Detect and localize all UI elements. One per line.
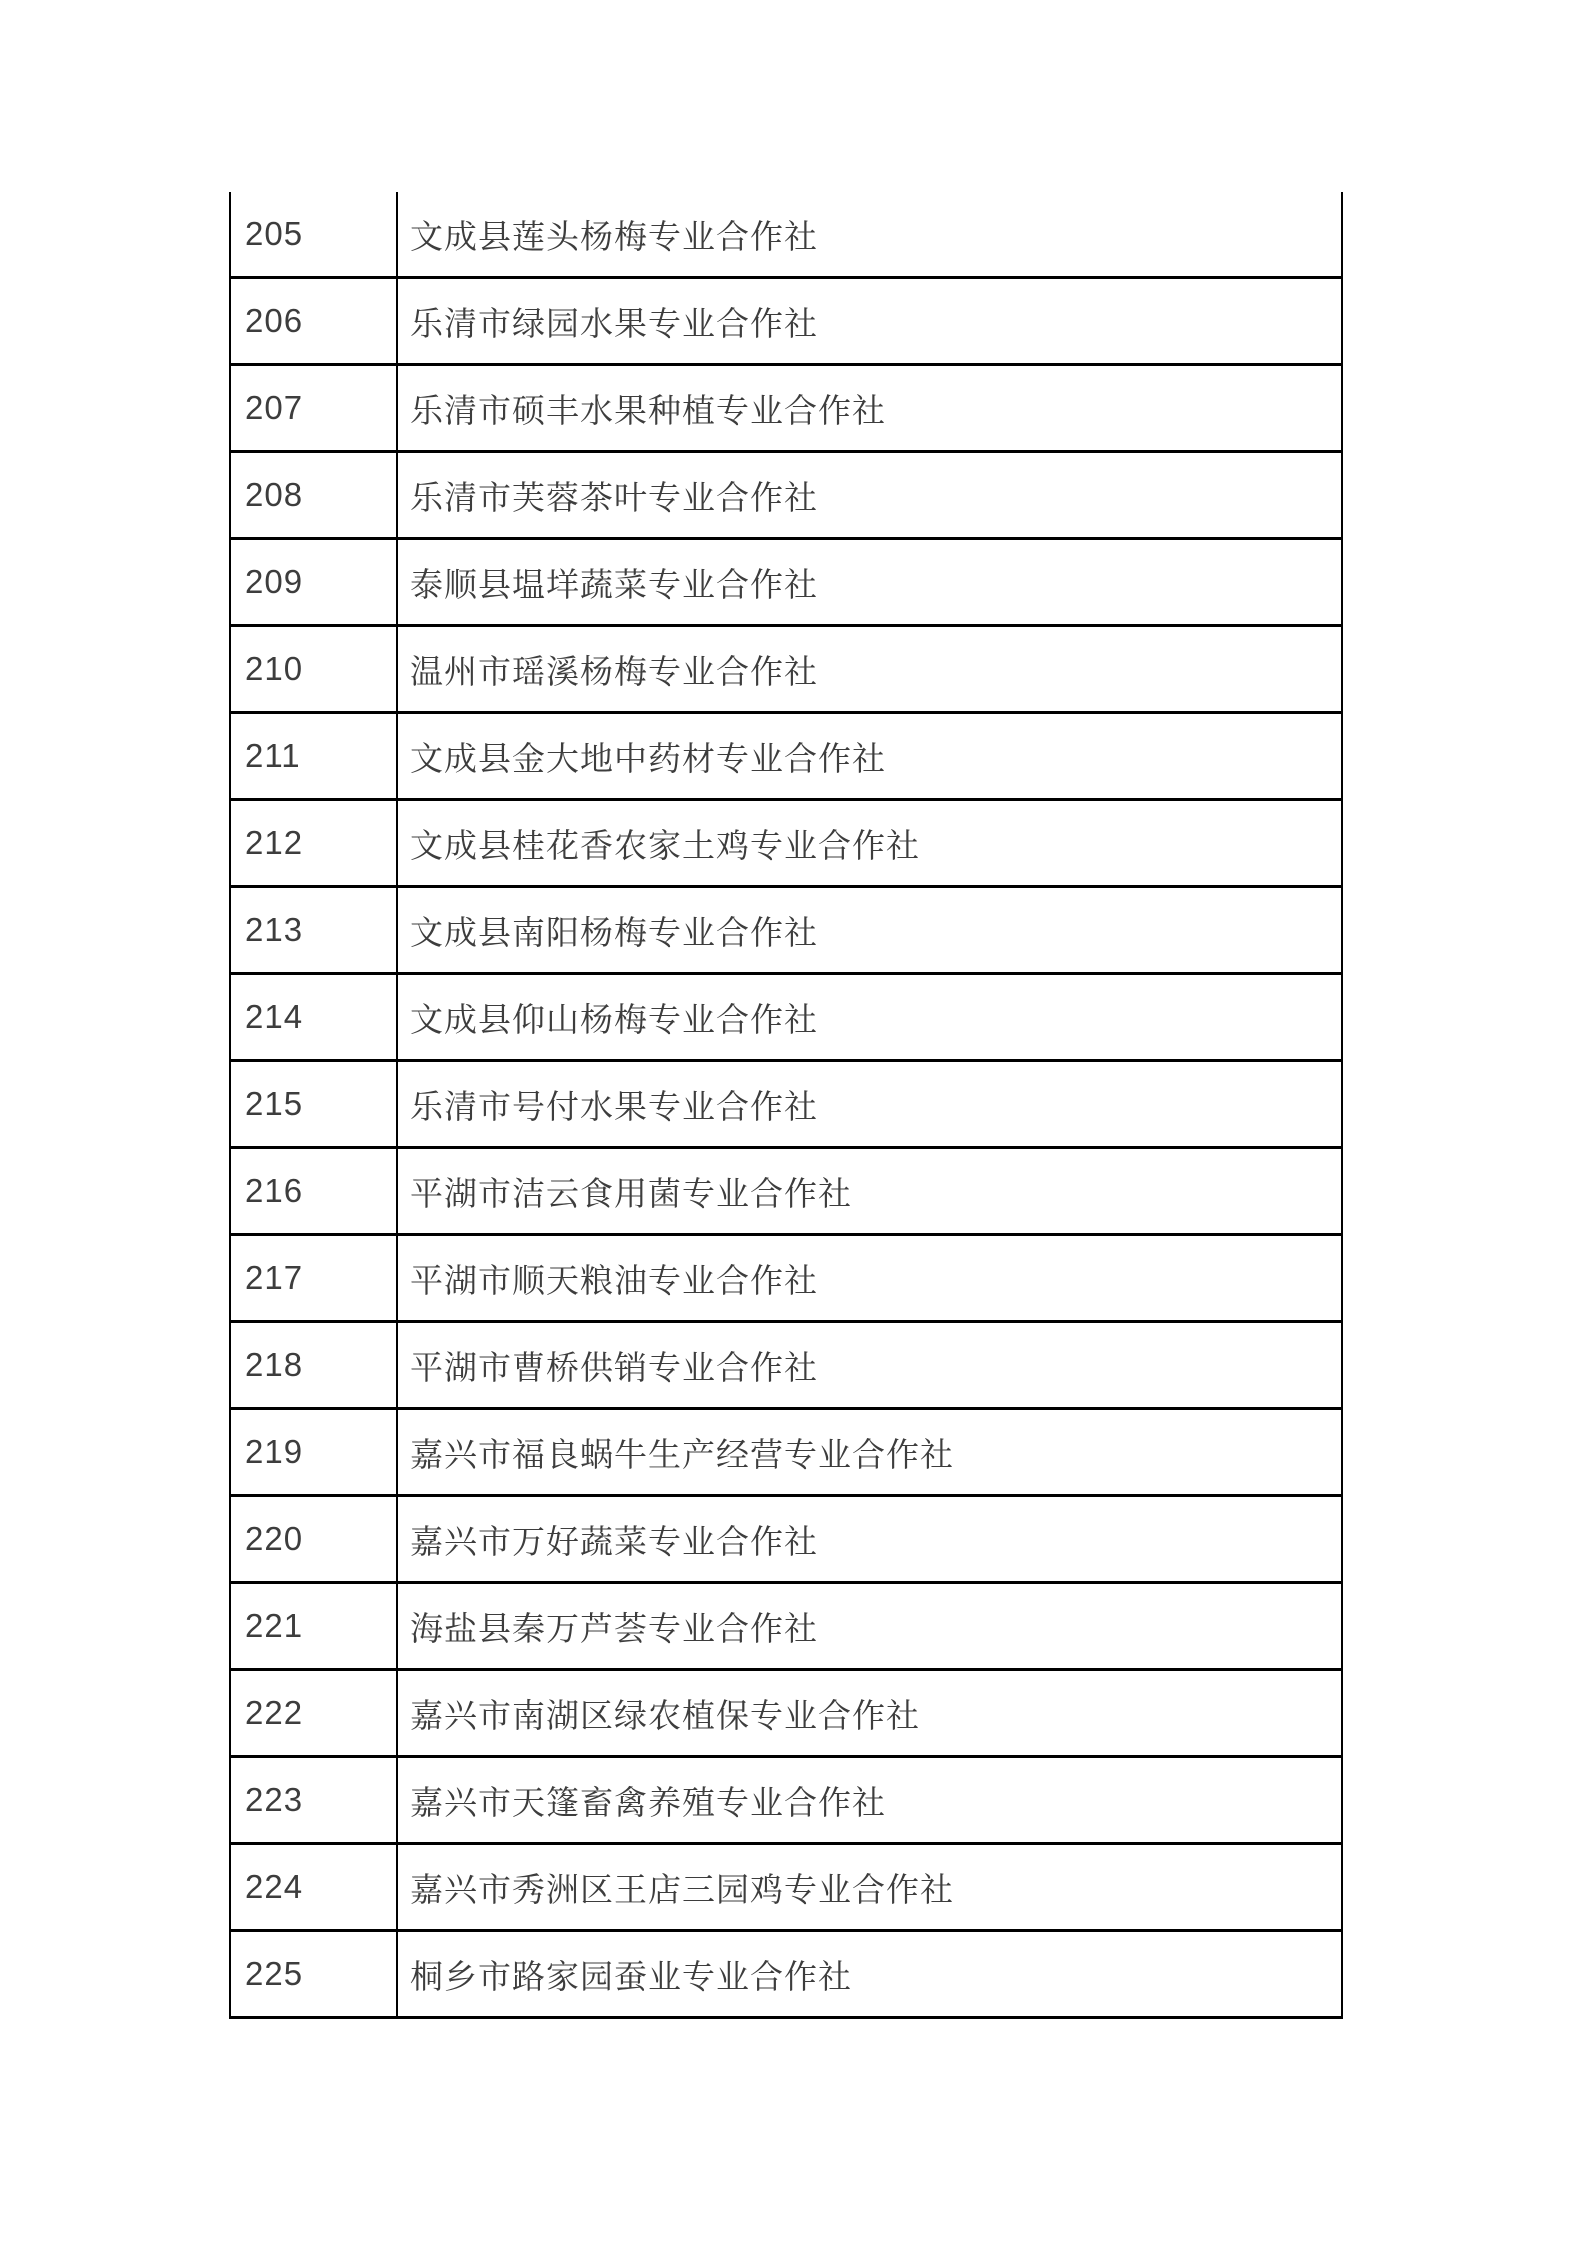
row-name-cell: 桐乡市路家园蚕业专业合作社 xyxy=(397,1931,1342,2018)
row-name-cell: 平湖市洁云食用菌专业合作社 xyxy=(397,1148,1342,1235)
row-index-cell: 213 xyxy=(230,887,397,974)
row-name-cell: 泰顺县塭垟蔬菜专业合作社 xyxy=(397,539,1342,626)
row-index-cell: 221 xyxy=(230,1583,397,1670)
row-index-cell: 207 xyxy=(230,365,397,452)
row-name-cell: 平湖市顺天粮油专业合作社 xyxy=(397,1235,1342,1322)
table-row xyxy=(230,1583,1342,1670)
row-index-cell: 214 xyxy=(230,974,397,1061)
row-name-cell: 文成县金大地中药材专业合作社 xyxy=(397,713,1342,800)
row-name-cell: 嘉兴市秀洲区王店三园鸡专业合作社 xyxy=(397,1844,1342,1931)
table-row xyxy=(230,626,1342,713)
row-name-cell: 乐清市号付水果专业合作社 xyxy=(397,1061,1342,1148)
row-index-cell: 210 xyxy=(230,626,397,713)
row-name-cell: 海盐县秦万芦荟专业合作社 xyxy=(397,1583,1342,1670)
table-row xyxy=(230,1061,1342,1148)
table-row xyxy=(230,1409,1342,1496)
table-row xyxy=(230,1757,1342,1844)
cooperative-table xyxy=(229,192,1343,2019)
table-row xyxy=(230,1235,1342,1322)
row-name-cell: 文成县桂花香农家土鸡专业合作社 xyxy=(397,800,1342,887)
row-name-cell: 文成县莲头杨梅专业合作社 xyxy=(397,192,1342,278)
row-index-cell: 215 xyxy=(230,1061,397,1148)
table-row xyxy=(230,1496,1342,1583)
table-row xyxy=(230,800,1342,887)
row-name-cell: 平湖市曹桥供销专业合作社 xyxy=(397,1322,1342,1409)
row-index-cell: 220 xyxy=(230,1496,397,1583)
row-index-cell: 223 xyxy=(230,1757,397,1844)
table-row xyxy=(230,452,1342,539)
row-index-cell: 225 xyxy=(230,1931,397,2018)
table-row xyxy=(230,713,1342,800)
table-row xyxy=(230,192,1342,278)
row-name-cell: 嘉兴市福良蜗牛生产经营专业合作社 xyxy=(397,1409,1342,1496)
table-row xyxy=(230,887,1342,974)
row-index-cell: 212 xyxy=(230,800,397,887)
table-row xyxy=(230,1670,1342,1757)
row-name-cell: 乐清市绿园水果专业合作社 xyxy=(397,278,1342,365)
row-name-cell: 乐清市芙蓉茶叶专业合作社 xyxy=(397,452,1342,539)
table-row xyxy=(230,1844,1342,1931)
row-index-cell: 206 xyxy=(230,278,397,365)
row-index-cell: 219 xyxy=(230,1409,397,1496)
row-name-cell: 文成县仰山杨梅专业合作社 xyxy=(397,974,1342,1061)
row-name-cell: 温州市瑶溪杨梅专业合作社 xyxy=(397,626,1342,713)
row-name-cell: 嘉兴市南湖区绿农植保专业合作社 xyxy=(397,1670,1342,1757)
table-row xyxy=(230,1322,1342,1409)
table-row xyxy=(230,1931,1342,2018)
row-index-cell: 217 xyxy=(230,1235,397,1322)
row-index-cell: 224 xyxy=(230,1844,397,1931)
cooperative-table-body xyxy=(230,192,1342,2018)
row-index-cell: 205 xyxy=(230,192,397,278)
row-name-cell: 嘉兴市天篷畜禽养殖专业合作社 xyxy=(397,1757,1342,1844)
row-index-cell: 216 xyxy=(230,1148,397,1235)
row-index-cell: 218 xyxy=(230,1322,397,1409)
row-index-cell: 211 xyxy=(230,713,397,800)
row-name-cell: 乐清市硕丰水果种植专业合作社 xyxy=(397,365,1342,452)
row-name-cell: 文成县南阳杨梅专业合作社 xyxy=(397,887,1342,974)
row-index-cell: 222 xyxy=(230,1670,397,1757)
row-index-cell: 208 xyxy=(230,452,397,539)
table-row xyxy=(230,365,1342,452)
row-index-cell: 209 xyxy=(230,539,397,626)
table-row xyxy=(230,539,1342,626)
table-row xyxy=(230,1148,1342,1235)
table-row xyxy=(230,278,1342,365)
table-row xyxy=(230,974,1342,1061)
row-name-cell: 嘉兴市万好蔬菜专业合作社 xyxy=(397,1496,1342,1583)
